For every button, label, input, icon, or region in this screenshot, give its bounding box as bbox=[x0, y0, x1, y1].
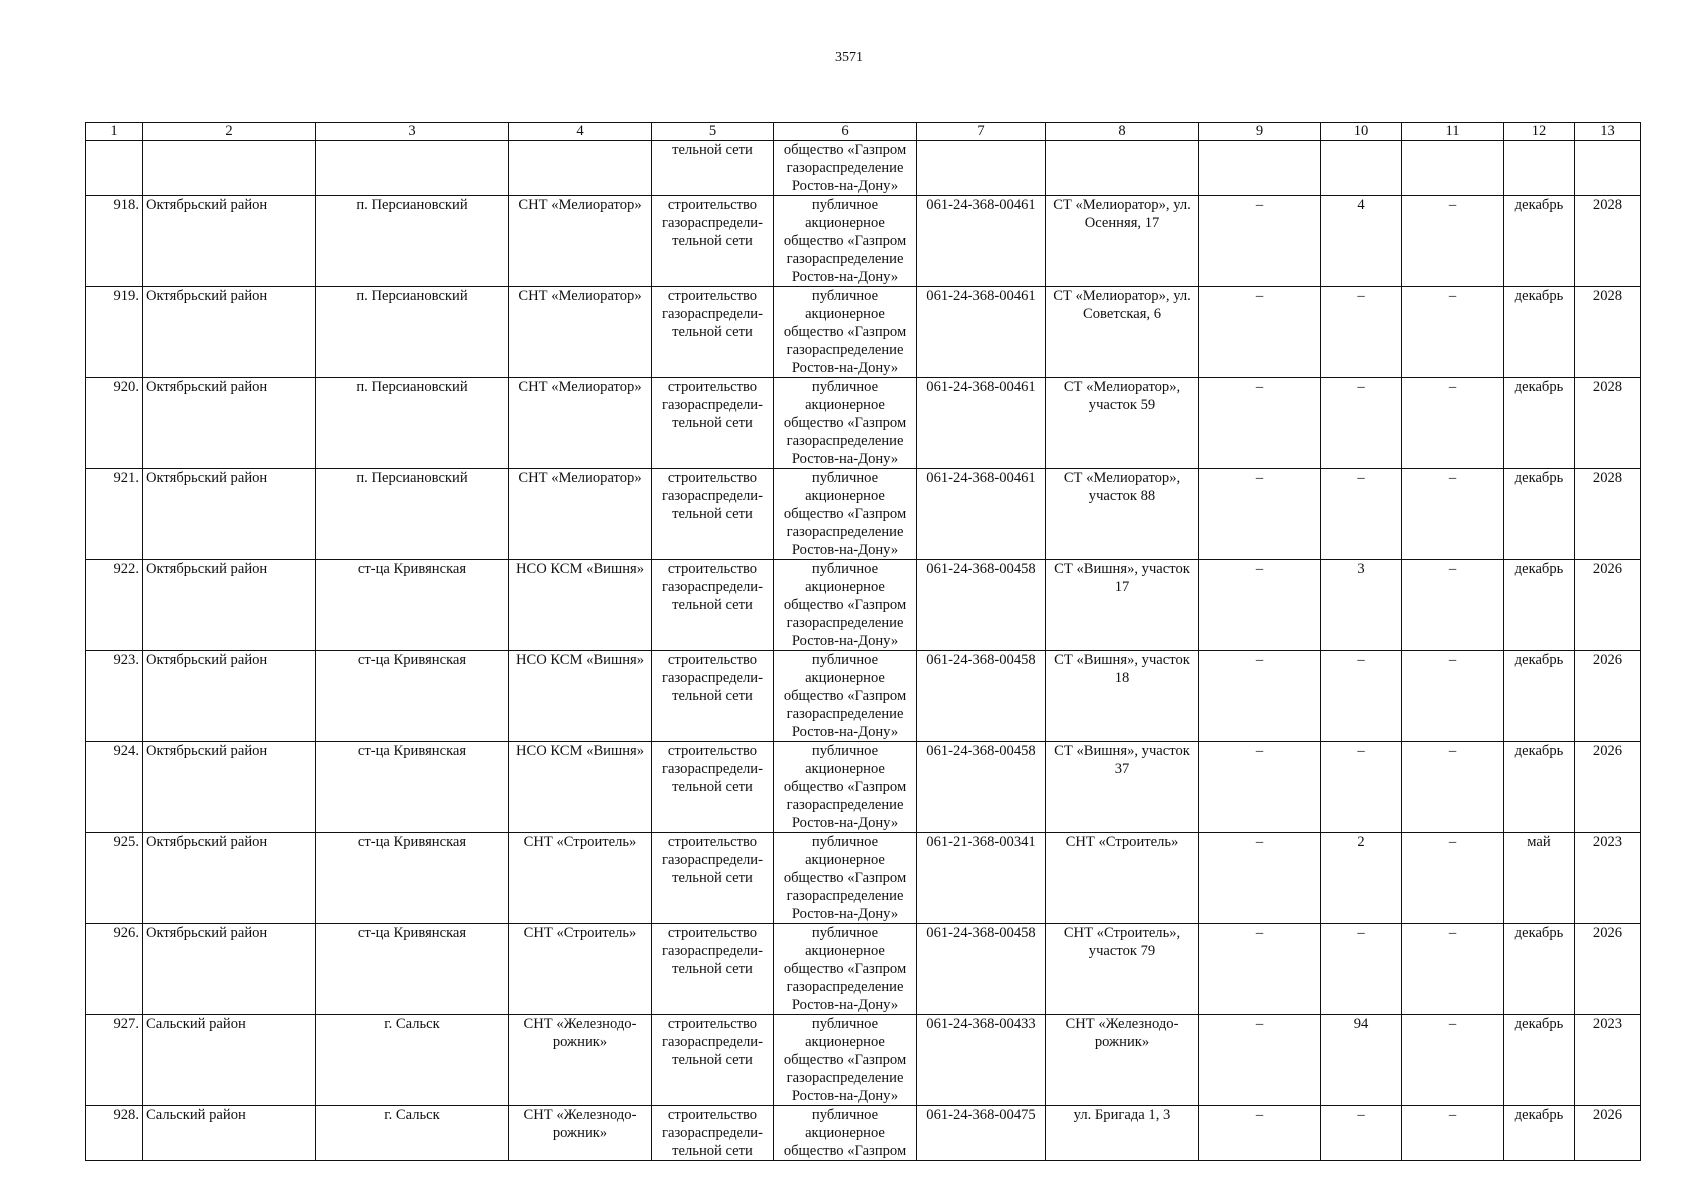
column-11-cell: – bbox=[1402, 1015, 1504, 1106]
column-9-cell: – bbox=[1199, 1015, 1321, 1106]
column-number: 3 bbox=[316, 123, 509, 141]
column-9-cell: – bbox=[1199, 560, 1321, 651]
address-cell: СНТ «Строитель» bbox=[1046, 833, 1199, 924]
column-number: 12 bbox=[1504, 123, 1575, 141]
work-type-cell: строительство газораспредели-тельной сети bbox=[652, 469, 774, 560]
column-9-cell: – bbox=[1199, 469, 1321, 560]
address-cell: СТ «Вишня», участок 18 bbox=[1046, 651, 1199, 742]
locality-cell: ст-ца Кривянская bbox=[316, 651, 509, 742]
empty-cell bbox=[143, 141, 316, 196]
table-row bbox=[86, 924, 1641, 1015]
locality-cell: ст-ца Кривянская bbox=[316, 833, 509, 924]
code-cell: 061-24-368-00433 bbox=[917, 1015, 1046, 1106]
work-type-cell: строительство газораспредели-тельной сети bbox=[652, 1106, 774, 1161]
column-10-cell: – bbox=[1321, 287, 1402, 378]
month-cell: декабрь bbox=[1504, 1106, 1575, 1161]
column-11-cell: – bbox=[1402, 1106, 1504, 1161]
column-number: 7 bbox=[917, 123, 1046, 141]
row-number-cell: 921. bbox=[86, 469, 143, 560]
district-cell: Октябрьский район bbox=[143, 196, 316, 287]
table-row bbox=[86, 1106, 1641, 1161]
locality-cell: ст-ца Кривянская bbox=[316, 924, 509, 1015]
year-cell: 2026 bbox=[1575, 742, 1641, 833]
month-cell: декабрь bbox=[1504, 1015, 1575, 1106]
district-cell: Октябрьский район bbox=[143, 651, 316, 742]
empty-cell bbox=[1402, 141, 1504, 196]
column-9-cell: – bbox=[1199, 378, 1321, 469]
code-cell: 061-24-368-00458 bbox=[917, 924, 1046, 1015]
organization-cell: публичное акционерное общество «Газпром газораспределение Ростов-на-Дону» bbox=[774, 924, 917, 1015]
object-cell: СНТ «Железнодо-рожник» bbox=[509, 1015, 652, 1106]
empty-cell bbox=[86, 141, 143, 196]
column-number: 4 bbox=[509, 123, 652, 141]
column-9-cell: – bbox=[1199, 742, 1321, 833]
organization-cell: публичное акционерное общество «Газпром газораспределение Ростов-на-Дону» bbox=[774, 651, 917, 742]
column-11-cell: – bbox=[1402, 196, 1504, 287]
code-cell: 061-24-368-00461 bbox=[917, 378, 1046, 469]
month-cell: декабрь bbox=[1504, 196, 1575, 287]
year-cell: 2023 bbox=[1575, 1015, 1641, 1106]
column-9-cell: – bbox=[1199, 924, 1321, 1015]
row-number-cell: 927. bbox=[86, 1015, 143, 1106]
column-10-cell: – bbox=[1321, 469, 1402, 560]
code-cell: 061-24-368-00475 bbox=[917, 1106, 1046, 1161]
object-cell: СНТ «Железнодо-рожник» bbox=[509, 1106, 652, 1161]
object-cell: СНТ «Мелиоратор» bbox=[509, 287, 652, 378]
month-cell: декабрь bbox=[1504, 469, 1575, 560]
empty-cell bbox=[1199, 141, 1321, 196]
empty-cell bbox=[917, 141, 1046, 196]
locality-cell: п. Персиановский bbox=[316, 469, 509, 560]
column-number-row bbox=[86, 123, 1641, 141]
column-11-cell: – bbox=[1402, 560, 1504, 651]
object-cell: СНТ «Строитель» bbox=[509, 833, 652, 924]
work-type-cell: тельной сети bbox=[652, 141, 774, 196]
column-9-cell: – bbox=[1199, 196, 1321, 287]
work-type-cell: строительство газораспредели-тельной сети bbox=[652, 560, 774, 651]
code-cell: 061-24-368-00461 bbox=[917, 196, 1046, 287]
column-10-cell: – bbox=[1321, 924, 1402, 1015]
column-11-cell: – bbox=[1402, 651, 1504, 742]
organization-cell: публичное акционерное общество «Газпром газораспределение Ростов-на-Дону» bbox=[774, 1015, 917, 1106]
column-number: 13 bbox=[1575, 123, 1641, 141]
column-number: 8 bbox=[1046, 123, 1199, 141]
column-11-cell: – bbox=[1402, 378, 1504, 469]
organization-cell: публичное акционерное общество «Газпром газораспределение Ростов-на-Дону» bbox=[774, 287, 917, 378]
column-number: 9 bbox=[1199, 123, 1321, 141]
code-cell: 061-24-368-00461 bbox=[917, 287, 1046, 378]
address-cell: СТ «Вишня», участок 17 bbox=[1046, 560, 1199, 651]
column-11-cell: – bbox=[1402, 287, 1504, 378]
object-cell: СНТ «Строитель» bbox=[509, 924, 652, 1015]
column-11-cell: – bbox=[1402, 742, 1504, 833]
column-number: 1 bbox=[86, 123, 143, 141]
empty-cell bbox=[509, 141, 652, 196]
object-cell: НСО КСМ «Вишня» bbox=[509, 651, 652, 742]
address-cell: ул. Бригада 1, 3 bbox=[1046, 1106, 1199, 1161]
locality-cell: п. Персиановский bbox=[316, 196, 509, 287]
code-cell: 061-24-368-00461 bbox=[917, 469, 1046, 560]
district-cell: Октябрьский район bbox=[143, 287, 316, 378]
district-cell: Октябрьский район bbox=[143, 924, 316, 1015]
table-row bbox=[86, 560, 1641, 651]
continuation-row bbox=[86, 141, 1641, 196]
year-cell: 2026 bbox=[1575, 924, 1641, 1015]
column-number: 11 bbox=[1402, 123, 1504, 141]
organization-cell: публичное акционерное общество «Газпром газораспределение Ростов-на-Дону» bbox=[774, 742, 917, 833]
code-cell: 061-24-368-00458 bbox=[917, 651, 1046, 742]
table-row bbox=[86, 742, 1641, 833]
row-number-cell: 928. bbox=[86, 1106, 143, 1161]
object-cell: СНТ «Мелиоратор» bbox=[509, 196, 652, 287]
row-number-cell: 924. bbox=[86, 742, 143, 833]
district-cell: Октябрьский район bbox=[143, 560, 316, 651]
column-number: 5 bbox=[652, 123, 774, 141]
year-cell: 2026 bbox=[1575, 651, 1641, 742]
object-cell: НСО КСМ «Вишня» bbox=[509, 560, 652, 651]
table-row bbox=[86, 287, 1641, 378]
month-cell: декабрь bbox=[1504, 560, 1575, 651]
table-row bbox=[86, 1015, 1641, 1106]
month-cell: май bbox=[1504, 833, 1575, 924]
address-cell: СНТ «Железнодо-рожник» bbox=[1046, 1015, 1199, 1106]
year-cell: 2028 bbox=[1575, 469, 1641, 560]
column-9-cell: – bbox=[1199, 651, 1321, 742]
row-number-cell: 926. bbox=[86, 924, 143, 1015]
table-row bbox=[86, 651, 1641, 742]
address-cell: СТ «Мелиоратор», участок 59 bbox=[1046, 378, 1199, 469]
work-type-cell: строительство газораспредели-тельной сети bbox=[652, 378, 774, 469]
month-cell: декабрь bbox=[1504, 651, 1575, 742]
work-type-cell: строительство газораспредели-тельной сети bbox=[652, 833, 774, 924]
address-cell: СТ «Мелиоратор», ул. Осенняя, 17 bbox=[1046, 196, 1199, 287]
column-10-cell: 3 bbox=[1321, 560, 1402, 651]
month-cell: декабрь bbox=[1504, 378, 1575, 469]
column-number: 10 bbox=[1321, 123, 1402, 141]
empty-cell bbox=[1321, 141, 1402, 196]
work-type-cell: строительство газораспредели-тельной сети bbox=[652, 287, 774, 378]
address-cell: СТ «Вишня», участок 37 bbox=[1046, 742, 1199, 833]
month-cell: декабрь bbox=[1504, 742, 1575, 833]
column-number: 2 bbox=[143, 123, 316, 141]
table-body bbox=[86, 123, 1641, 1161]
column-10-cell: 4 bbox=[1321, 196, 1402, 287]
code-cell: 061-21-368-00341 bbox=[917, 833, 1046, 924]
district-cell: Октябрьский район bbox=[143, 378, 316, 469]
code-cell: 061-24-368-00458 bbox=[917, 742, 1046, 833]
empty-cell bbox=[1046, 141, 1199, 196]
column-9-cell: – bbox=[1199, 833, 1321, 924]
organization-cell: публичное акционерное общество «Газпром газораспределение Ростов-на-Дону» bbox=[774, 560, 917, 651]
month-cell: декабрь bbox=[1504, 287, 1575, 378]
column-10-cell: – bbox=[1321, 378, 1402, 469]
table-row bbox=[86, 378, 1641, 469]
locality-cell: п. Персиановский bbox=[316, 378, 509, 469]
table-row bbox=[86, 469, 1641, 560]
column-10-cell: – bbox=[1321, 651, 1402, 742]
district-cell: Октябрьский район bbox=[143, 469, 316, 560]
year-cell: 2028 bbox=[1575, 287, 1641, 378]
district-cell: Октябрьский район bbox=[143, 742, 316, 833]
district-cell: Октябрьский район bbox=[143, 833, 316, 924]
address-cell: СНТ «Строитель», участок 79 bbox=[1046, 924, 1199, 1015]
work-type-cell: строительство газораспредели-тельной сети bbox=[652, 196, 774, 287]
year-cell: 2026 bbox=[1575, 1106, 1641, 1161]
work-type-cell: строительство газораспредели-тельной сети bbox=[652, 924, 774, 1015]
work-type-cell: строительство газораспредели-тельной сети bbox=[652, 651, 774, 742]
district-cell: Сальский район bbox=[143, 1015, 316, 1106]
work-type-cell: строительство газораспредели-тельной сети bbox=[652, 1015, 774, 1106]
column-9-cell: – bbox=[1199, 287, 1321, 378]
address-cell: СТ «Мелиоратор», участок 88 bbox=[1046, 469, 1199, 560]
object-cell: СНТ «Мелиоратор» bbox=[509, 469, 652, 560]
work-type-cell: строительство газораспредели-тельной сети bbox=[652, 742, 774, 833]
empty-cell bbox=[1504, 141, 1575, 196]
locality-cell: п. Персиановский bbox=[316, 287, 509, 378]
organization-cell: публичное акционерное общество «Газпром газораспределение Ростов-на-Дону» bbox=[774, 833, 917, 924]
object-cell: СНТ «Мелиоратор» bbox=[509, 378, 652, 469]
row-number-cell: 918. bbox=[86, 196, 143, 287]
address-cell: СТ «Мелиоратор», ул. Советская, 6 bbox=[1046, 287, 1199, 378]
column-number: 6 bbox=[774, 123, 917, 141]
column-11-cell: – bbox=[1402, 833, 1504, 924]
column-11-cell: – bbox=[1402, 469, 1504, 560]
locality-cell: ст-ца Кривянская bbox=[316, 742, 509, 833]
year-cell: 2023 bbox=[1575, 833, 1641, 924]
district-cell: Сальский район bbox=[143, 1106, 316, 1161]
row-number-cell: 919. bbox=[86, 287, 143, 378]
row-number-cell: 922. bbox=[86, 560, 143, 651]
column-9-cell: – bbox=[1199, 1106, 1321, 1161]
object-cell: НСО КСМ «Вишня» bbox=[509, 742, 652, 833]
column-10-cell: – bbox=[1321, 1106, 1402, 1161]
table-row bbox=[86, 833, 1641, 924]
locality-cell: г. Сальск bbox=[316, 1015, 509, 1106]
page-number: 3571 bbox=[835, 50, 863, 65]
column-10-cell: – bbox=[1321, 742, 1402, 833]
organization-cell: публичное акционерное общество «Газпром газораспределение Ростов-на-Дону» bbox=[774, 196, 917, 287]
code-cell: 061-24-368-00458 bbox=[917, 560, 1046, 651]
empty-cell bbox=[1575, 141, 1641, 196]
year-cell: 2028 bbox=[1575, 378, 1641, 469]
year-cell: 2026 bbox=[1575, 560, 1641, 651]
gasification-table bbox=[85, 122, 1641, 1161]
column-10-cell: 2 bbox=[1321, 833, 1402, 924]
organization-cell: публичное акционерное общество «Газпром газораспределение Ростов-на-Дону» bbox=[774, 378, 917, 469]
organization-cell: публичное акционерное общество «Газпром bbox=[774, 1106, 917, 1161]
organization-cell: публичное акционерное общество «Газпром газораспределение Ростов-на-Дону» bbox=[774, 469, 917, 560]
month-cell: декабрь bbox=[1504, 924, 1575, 1015]
empty-cell bbox=[316, 141, 509, 196]
row-number-cell: 920. bbox=[86, 378, 143, 469]
year-cell: 2028 bbox=[1575, 196, 1641, 287]
organization-cell: общество «Газпром газораспределение Ростов-на-Дону» bbox=[774, 141, 917, 196]
row-number-cell: 923. bbox=[86, 651, 143, 742]
locality-cell: г. Сальск bbox=[316, 1106, 509, 1161]
column-11-cell: – bbox=[1402, 924, 1504, 1015]
column-10-cell: 94 bbox=[1321, 1015, 1402, 1106]
row-number-cell: 925. bbox=[86, 833, 143, 924]
locality-cell: ст-ца Кривянская bbox=[316, 560, 509, 651]
table-row bbox=[86, 196, 1641, 287]
